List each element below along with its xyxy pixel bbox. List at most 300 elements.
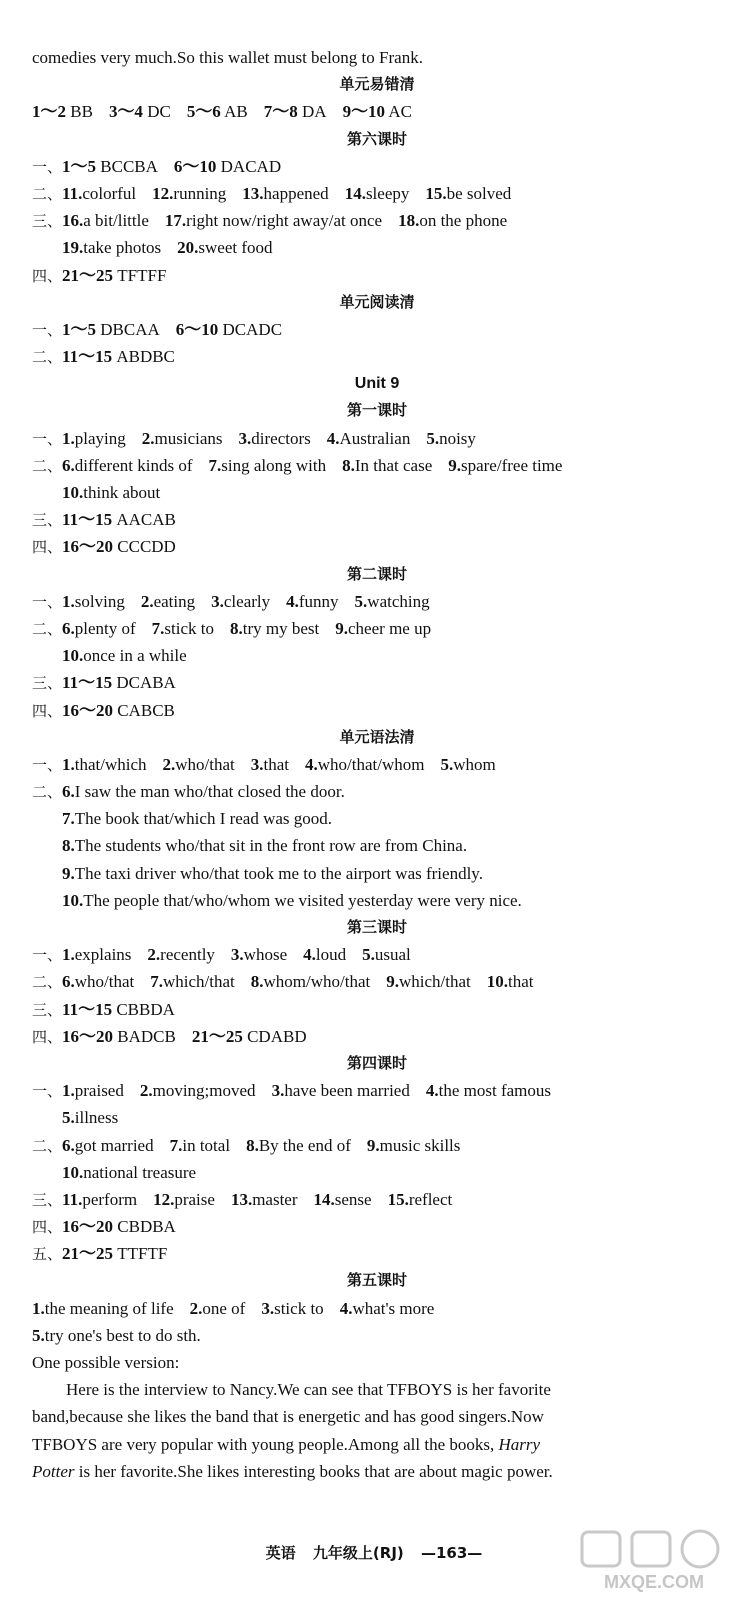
answer-text: sense (334, 1189, 372, 1209)
section-number: 四、 (32, 1218, 63, 1237)
answer-row (32, 98, 722, 125)
section-heading: 第一课时 (346, 401, 407, 420)
question-number: 20. (177, 238, 199, 258)
question-number: 2. (140, 591, 154, 611)
text-line (32, 1431, 722, 1458)
question-number: 3～4 (108, 102, 143, 122)
section-heading: 第五课时 (346, 1271, 407, 1290)
answer-item (231, 945, 287, 964)
answer-item (211, 592, 270, 611)
answer-item (345, 184, 410, 203)
answer-item (62, 701, 175, 720)
answer-item (62, 782, 345, 801)
answer-item (163, 755, 235, 774)
answer-item (388, 1190, 453, 1209)
answer-item (62, 891, 522, 910)
answer-item (230, 619, 319, 638)
answer-item (62, 537, 176, 556)
answer-text: DC (147, 102, 171, 122)
answer-text: who/that/whom (317, 754, 425, 774)
footer-subject: 英语 (265, 1544, 296, 1562)
question-number: 16. (62, 211, 84, 231)
question-number: 15. (387, 1189, 409, 1209)
answer-item (62, 483, 160, 502)
question-number: 8. (342, 455, 355, 475)
question-number: 9. (386, 972, 399, 992)
question-number: 19. (62, 238, 84, 258)
answer-item (62, 157, 158, 176)
answer-text: praise (174, 1189, 215, 1209)
answer-text: BB (70, 102, 93, 122)
answer-item (62, 836, 467, 855)
section-number: 五、 (32, 1245, 63, 1264)
section-number: 四、 (32, 1027, 63, 1046)
question-number: 10. (486, 972, 509, 992)
answer-text: DCADC (222, 319, 283, 339)
answer-item (62, 1136, 154, 1155)
answer-text: clearly (223, 591, 271, 611)
answer-item (441, 755, 496, 774)
answer-row (32, 207, 722, 234)
section-number: 三、 (32, 511, 63, 530)
question-number: 4. (425, 1081, 439, 1101)
answer-item (305, 755, 424, 774)
question-number: 7. (62, 809, 75, 829)
answer-text: whose (243, 945, 288, 965)
answer-item (62, 1217, 176, 1236)
answer-item (327, 429, 411, 448)
answer-text: national treasure (83, 1162, 197, 1182)
answer-item (32, 1326, 201, 1345)
answer-text: that (508, 972, 534, 992)
question-number: 17. (164, 211, 187, 231)
question-number: 21～25 (191, 1026, 243, 1046)
footer-page-number: —163— (421, 1544, 483, 1562)
answer-text: watching (367, 591, 430, 611)
answer-row (32, 153, 722, 180)
question-number: 6～10 (173, 156, 217, 176)
answer-item (242, 184, 328, 203)
answer-text: explains (74, 945, 132, 965)
question-number: 14. (313, 1189, 335, 1209)
answer-item (355, 592, 430, 611)
question-number: 11～15 (62, 999, 113, 1019)
answer-item (62, 456, 192, 475)
answer-item (239, 429, 311, 448)
answer-row (32, 1104, 722, 1131)
answer-text: got married (74, 1135, 154, 1155)
italic-title: Harry (498, 1434, 541, 1454)
answer-item (425, 184, 511, 203)
answer-text: BADCB (117, 1026, 176, 1046)
question-number: 7. (169, 1135, 183, 1155)
answer-item (190, 1299, 246, 1318)
answer-text: solving (74, 591, 125, 611)
answer-text: colorful (82, 183, 137, 203)
answer-text: noisy (439, 428, 476, 448)
answer-page (32, 44, 722, 1485)
question-number: 10. (62, 646, 84, 666)
answer-text: recently (160, 945, 215, 965)
question-number: 10. (62, 890, 84, 910)
answer-row (32, 887, 722, 914)
answer-item (62, 238, 161, 257)
answer-text: music skills (379, 1135, 461, 1155)
question-number: 1～5 (62, 156, 97, 176)
answer-item (340, 1299, 435, 1318)
answer-item (367, 1136, 461, 1155)
answer-text: the most famous (438, 1081, 551, 1101)
question-number: 9. (366, 1135, 380, 1155)
answer-item (343, 102, 412, 121)
answer-item (62, 429, 126, 448)
answer-row (32, 588, 722, 615)
question-number: 6. (62, 972, 75, 992)
question-number: 16～20 (62, 700, 114, 720)
answer-text: the meaning of life (44, 1298, 174, 1318)
answer-item (62, 619, 136, 638)
answer-item (62, 184, 136, 203)
answer-row (32, 1023, 722, 1050)
question-number: 2. (189, 1298, 203, 1318)
question-number: 5. (426, 428, 440, 448)
section-heading: 第六课时 (346, 129, 407, 148)
question-number: 11. (62, 183, 83, 203)
question-number: 2. (162, 754, 176, 774)
section-heading: 第三课时 (346, 918, 407, 936)
answer-text: who/that (74, 972, 135, 992)
answer-item (62, 592, 125, 611)
answer-item (335, 619, 431, 638)
line-text: One possible version: (32, 1353, 180, 1372)
answer-item (342, 456, 432, 475)
answer-item (152, 184, 226, 203)
question-number: 7. (208, 455, 222, 475)
answer-item (140, 1081, 256, 1100)
answer-text: take photos (83, 238, 162, 258)
answer-text: ABDBC (116, 347, 175, 367)
answer-text: CABCB (117, 700, 175, 720)
answer-item (62, 1163, 196, 1182)
answer-text: CBDBA (117, 1217, 176, 1237)
answer-item (208, 456, 326, 475)
question-number: 5. (440, 754, 454, 774)
question-number: 1～5 (62, 319, 97, 339)
answer-row (32, 533, 722, 560)
answer-item (251, 972, 370, 991)
answer-item (62, 646, 187, 665)
answer-text: In that case (354, 455, 433, 475)
answer-text: playing (74, 428, 126, 448)
answer-text: plenty of (74, 618, 136, 638)
section-number: 四、 (32, 538, 63, 557)
answer-item (246, 1136, 351, 1155)
answer-text: The book that/which I read was good. (74, 809, 333, 829)
answer-text: CDABD (247, 1026, 307, 1046)
answer-text: which/that (399, 972, 471, 992)
answer-row (32, 778, 722, 805)
answer-text: that/which (74, 754, 147, 774)
answer-item (314, 1190, 372, 1209)
answer-row (32, 669, 722, 696)
answer-text: whom (453, 754, 496, 774)
question-number: 14. (344, 183, 366, 203)
question-number: 12. (152, 183, 174, 203)
answer-text: one of (202, 1298, 246, 1318)
answer-text: different kinds of (74, 455, 193, 475)
question-number: 6. (62, 1135, 75, 1155)
question-number: 5. (354, 591, 368, 611)
answer-row (32, 615, 722, 642)
text-line (32, 1403, 722, 1430)
answer-text: TFTFF (117, 265, 167, 285)
answer-text: The people that/who/whom we visited yesterday were very nice. (83, 890, 522, 910)
line-text: TFBOYS are very popular with young people.Among all the books, (32, 1434, 495, 1454)
answer-item (62, 972, 134, 991)
answer-item (62, 1190, 137, 1209)
answer-item (32, 102, 93, 121)
answer-item (426, 1081, 551, 1100)
section-number: 一、 (32, 946, 63, 965)
question-number: 5～6 (186, 102, 221, 122)
answer-text: loud (315, 945, 347, 965)
answer-text: spare/free time (460, 455, 563, 475)
question-number: 8. (62, 836, 75, 856)
section-heading: 第二课时 (346, 564, 407, 583)
answer-item (264, 102, 327, 121)
answer-item (62, 945, 131, 964)
answer-text: happened (263, 183, 329, 203)
answer-item (62, 755, 147, 774)
line-text: Here is the interview to Nancy.We can see that TFBOYS is her favorite (66, 1380, 551, 1400)
answer-row (32, 425, 722, 452)
section-number: 一、 (32, 1082, 63, 1101)
section-number: 一、 (32, 320, 63, 339)
answer-text: be solved (446, 183, 512, 203)
answer-item (487, 972, 534, 991)
answer-item (286, 592, 338, 611)
answer-row (32, 452, 722, 479)
answer-text: try one's best to do sth. (44, 1325, 201, 1345)
question-number: 3. (238, 428, 252, 448)
question-number: 9～10 (342, 102, 386, 122)
answer-item (62, 1108, 118, 1127)
answer-row (32, 996, 722, 1023)
answer-text: master (252, 1189, 298, 1209)
answer-item (62, 320, 160, 339)
question-number: 6. (62, 455, 75, 475)
answer-text: DACAD (220, 156, 282, 176)
question-number: 16～20 (62, 1217, 114, 1237)
answer-text: BCCBA (100, 156, 158, 176)
answer-row (32, 697, 722, 724)
answer-row (32, 262, 722, 289)
question-number: 1. (62, 754, 75, 774)
text-line (32, 1349, 722, 1376)
question-number: 8. (250, 972, 264, 992)
section-heading: 第四课时 (346, 1053, 407, 1072)
question-number: 4. (303, 945, 316, 965)
question-number: 1. (62, 945, 75, 965)
answer-text: AC (388, 102, 412, 122)
section-heading: 单元易错清 (339, 75, 415, 94)
answer-row (32, 1077, 722, 1104)
answer-item (152, 619, 214, 638)
answer-text: who/that (175, 754, 235, 774)
answer-text: a bit/little (83, 211, 149, 231)
question-number: 7～8 (263, 102, 298, 122)
question-number: 16～20 (62, 1026, 114, 1046)
question-number: 4. (339, 1298, 353, 1318)
answer-row (32, 506, 722, 533)
question-number: 11～15 (62, 673, 113, 693)
answer-item (398, 211, 507, 230)
question-number: 9. (62, 863, 75, 883)
text-line (32, 1376, 722, 1403)
answer-text: moving;moved (152, 1081, 256, 1101)
answer-item (187, 102, 248, 121)
section-number: 三、 (32, 1000, 63, 1019)
section-number: 四、 (32, 266, 63, 285)
question-number: 6～10 (175, 319, 219, 339)
question-number: 9. (335, 618, 349, 638)
answer-item (251, 755, 289, 774)
footer-grade: 九年级上(RJ) (312, 1544, 404, 1562)
answer-text: running (173, 183, 227, 203)
answer-text: usual (374, 945, 411, 965)
answer-text: whom/who/that (263, 972, 371, 992)
answer-text: sleepy (365, 183, 410, 203)
answer-item (62, 266, 166, 285)
question-number: 11. (62, 1189, 83, 1209)
watermark-logo (574, 1528, 734, 1594)
answer-item (141, 592, 195, 611)
answer-item (165, 211, 382, 230)
question-number: 5. (362, 945, 375, 965)
answer-text: think about (83, 483, 161, 502)
answer-row (32, 343, 722, 370)
answer-item (386, 972, 471, 991)
question-number: 12. (153, 1189, 175, 1209)
question-number: 2. (141, 428, 155, 448)
section-number: 一、 (32, 592, 63, 611)
answer-text: try my best (242, 618, 320, 638)
question-number: 2. (139, 1081, 153, 1101)
question-number: 7. (150, 972, 164, 992)
answer-text: sing along with (221, 455, 327, 475)
answer-text: The taxi driver who/that took me to the airport was friendly. (74, 863, 483, 883)
unit-heading: Unit 9 (354, 375, 400, 393)
question-number: 1～2 (32, 102, 66, 122)
answer-text: have been married (284, 1081, 410, 1101)
answer-text: stick to (274, 1298, 324, 1318)
answer-text: TTFTF (117, 1244, 168, 1264)
section-number: 二、 (32, 973, 63, 992)
section-number: 三、 (32, 212, 63, 231)
question-number: 1. (62, 1081, 75, 1101)
answer-text: on the phone (419, 211, 508, 231)
section-number: 二、 (32, 619, 63, 638)
answer-text: sweet food (198, 238, 273, 258)
answer-row (32, 1213, 722, 1240)
answer-item (362, 945, 411, 964)
answer-item (142, 429, 223, 448)
answer-text: By the end of (258, 1135, 351, 1155)
answer-item (62, 1000, 175, 1019)
question-number: 3. (230, 945, 244, 965)
answer-item (109, 102, 171, 121)
answer-text: musicians (154, 428, 223, 448)
question-number: 18. (398, 211, 420, 231)
section-number: 一、 (32, 755, 63, 774)
answer-item (62, 1244, 167, 1263)
answer-item (62, 809, 332, 828)
answer-item (147, 945, 215, 964)
section-heading: 单元语法清 (339, 727, 415, 746)
answer-item (174, 157, 281, 176)
question-number: 5. (62, 1108, 75, 1128)
text-line (32, 1458, 722, 1485)
question-number: 13. (242, 183, 264, 203)
question-number: 4. (305, 754, 318, 774)
question-number: 5. (32, 1325, 45, 1345)
answer-item (62, 673, 176, 692)
answer-text: I saw the man who/that closed the door. (74, 782, 345, 802)
watermark-logo-icon (574, 1528, 734, 1594)
italic-title: Potter (32, 1461, 75, 1481)
answer-row (32, 941, 722, 968)
answer-text: reflect (408, 1189, 453, 1209)
answer-item (32, 1299, 174, 1318)
question-number: 6. (62, 782, 75, 802)
answer-item (62, 864, 483, 883)
question-number: 3. (271, 1081, 285, 1101)
answer-text: The students who/that sit in the front row are from China. (74, 836, 468, 856)
answer-text: directors (251, 428, 311, 448)
answer-text: illness (74, 1108, 119, 1128)
answer-row (32, 1322, 722, 1349)
question-number: 11～15 (62, 510, 113, 530)
answer-row (32, 234, 722, 261)
question-number: 4. (286, 591, 299, 611)
answer-item (62, 510, 176, 529)
answer-text: CBBDA (116, 999, 175, 1019)
answer-text: Australian (339, 428, 411, 448)
question-number: 8. (230, 618, 243, 638)
question-number: 7. (151, 618, 165, 638)
answer-text: once in a while (83, 646, 187, 666)
answer-row (32, 642, 722, 669)
text-line (32, 44, 722, 71)
line-text: band,because she likes the band that is energetic and has good singers.Now (32, 1407, 544, 1427)
answer-row (32, 860, 722, 887)
watermark-text: MXQE.COM (603, 1572, 705, 1592)
question-number: 3. (250, 754, 264, 774)
answer-row (32, 1240, 722, 1267)
answer-text: what's more (352, 1298, 435, 1318)
answer-item (192, 1027, 307, 1046)
question-number: 3. (261, 1298, 275, 1318)
answer-item (170, 1136, 230, 1155)
section-number: 三、 (32, 674, 63, 693)
section-number: 二、 (32, 783, 63, 802)
answer-text: stick to (164, 618, 215, 638)
answer-row (32, 316, 722, 343)
section-number: 四、 (32, 701, 63, 720)
answer-item (231, 1190, 298, 1209)
section-number: 二、 (32, 456, 63, 475)
answer-text: funny (298, 591, 339, 611)
